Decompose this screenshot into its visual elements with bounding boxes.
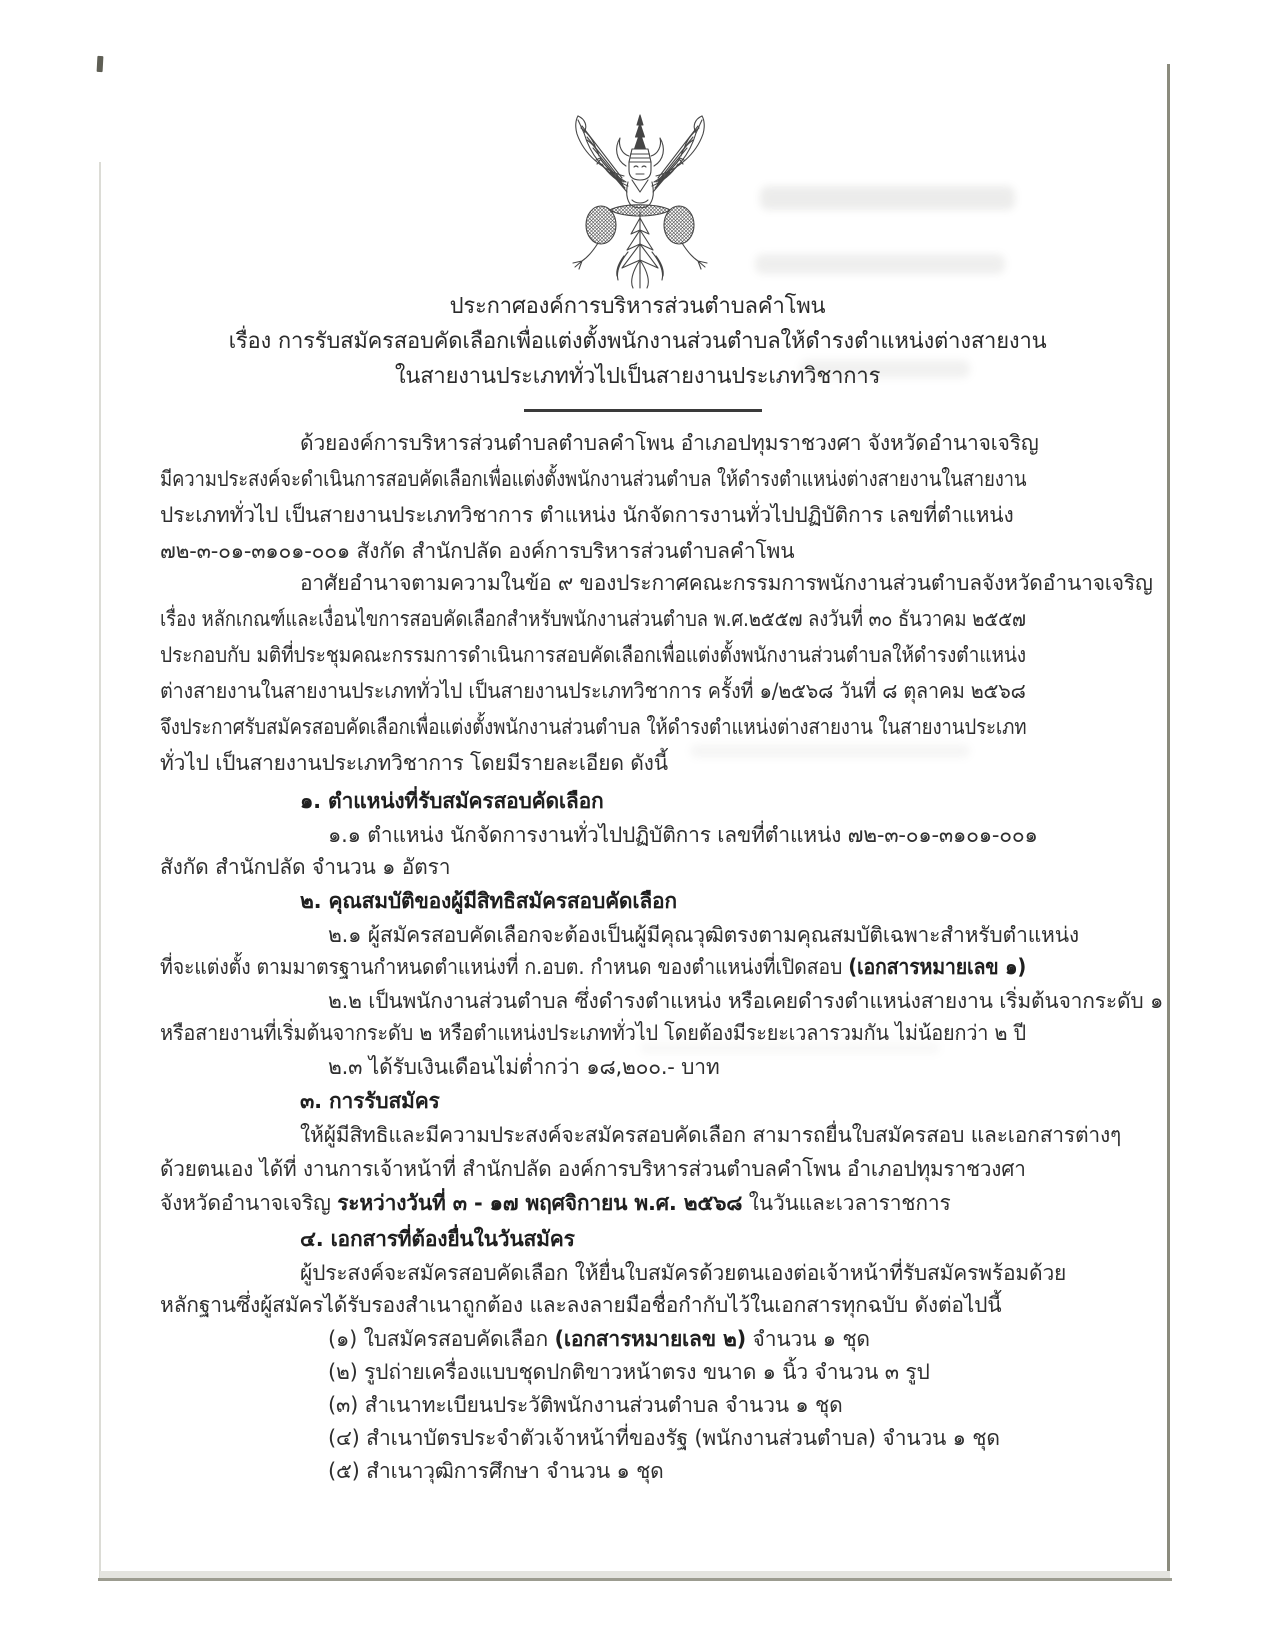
item1-text-post: จำนวน ๑ ชุด: [746, 1327, 870, 1351]
paper-edge-bottom-shadow: [100, 1571, 1170, 1578]
section3-line2: ด้วยตนเอง ได้ที่ งานการเจ้าหน้าที่ สำนักปลัด องค์การบริหารส่วนตำบลคำโพน อำเภอปทุมราชวงศา: [160, 1157, 1026, 1181]
paragraph1-line2: มีความประสงค์จะดำเนินการสอบคัดเลือกเพื่อแต่งตั้งพนักงานส่วนตำบล ให้ดำรงตำแหน่งต่างสายงานในสายงาน: [160, 467, 1027, 491]
paragraph2-line6: ทั่วไป เป็นสายงานประเภทวิชาการ โดยมีรายละเอียด ดังนี้: [160, 751, 668, 775]
section2-heading: ๒. คุณสมบัติของผู้มีสิทธิสมัครสอบคัดเลือก: [300, 889, 677, 913]
section3-text-post: ในวันและเวลาราชการ: [742, 1191, 951, 1215]
section2-item23: ๒.๓ ได้รับเงินเดือนไม่ต่ำกว่า ๑๘,๒๐๐.- บาท: [328, 1055, 720, 1079]
section4-line2: หลักฐานซึ่งผู้สมัครได้รับรองสำเนาถูกต้อง และลงลายมือชื่อกำกับไว้ในเอกสารทุกฉบับ ดังต่อไปนี้: [160, 1293, 1002, 1317]
document-item-5: (๕) สำเนาวุฒิการศึกษา จำนวน ๑ ชุด: [328, 1459, 664, 1483]
item21-text: ที่จะแต่งตั้ง ตามมาตรฐานกำหนดตำแหน่งที่ ก.อบต. กำหนด ของตำแหน่งที่เปิดสอบ: [160, 955, 849, 979]
paragraph1-line3: ประเภททั่วไป เป็นสายงานประเภทวิชาการ ตำแหน่ง นักจัดการงานทั่วไปปฏิบัติการ เลขที่ตำแหน่ง: [160, 503, 1014, 527]
document-ref-2: (เอกสารหมายเลข ๒): [554, 1327, 746, 1351]
garuda-emblem: [558, 112, 722, 292]
paragraph2-line2: เรื่อง หลักเกณฑ์และเงื่อนไขการสอบคัดเลือกสำหรับพนักงานส่วนตำบล พ.ศ.๒๕๕๗ ลงวันที่ ๓๐ ธันวาคม ๒๕๕๗: [160, 607, 1026, 631]
paragraph2-line5: จึงประกาศรับสมัครสอบคัดเลือกเพื่อแต่งตั้งพนักงานส่วนตำบล ให้ดำรงตำแหน่งต่างสายงาน ในสายงานประเภท: [160, 715, 1027, 739]
section3-text-pre: จังหวัดอำนาจเจริญ: [160, 1191, 338, 1215]
announcement-subject-line2: ในสายงานประเภททั่วไปเป็นสายงานประเภทวิชาการ: [394, 364, 881, 389]
paragraph2-line1: อาศัยอำนาจตามความในข้อ ๙ ของประกาศคณะกรรมการพนักงานส่วนตำบลจังหวัดอำนาจเจริญ: [300, 571, 1153, 595]
section2-item22-line2: หรือสายงานที่เริ่มต้นจากระดับ ๒ หรือตำแหน่งประเภททั่วไป โดยต้องมีระยะเวลารวมกัน ไม่น้อยกว่า ๒ ปี: [160, 1021, 1026, 1045]
section2-item21-line1: ๒.๑ ผู้สมัครสอบคัดเลือกจะต้องเป็นผู้มีคุณวุฒิตรงตามคุณสมบัติเฉพาะสำหรับตำแหน่ง: [328, 923, 1079, 947]
section3-heading: ๓. การรับสมัคร: [300, 1089, 440, 1113]
document-item-1: [160, 1324, 1194, 1354]
item1-text-pre: (๑) ใบสมัครสอบคัดเลือก: [328, 1327, 555, 1351]
section2-item22-line1: ๒.๒ เป็นพนักงานส่วนตำบล ซึ่งดำรงตำแหน่ง หรือเคยดำรงตำแหน่งสายงาน เริ่มต้นจากระดับ ๑: [328, 989, 1164, 1013]
section4-line1: ผู้ประสงค์จะสมัครสอบคัดเลือก ให้ยื่นใบสมัครด้วยตนเองต่อเจ้าหน้าที่รับสมัครพร้อมด้วย: [300, 1261, 1067, 1285]
section1-item11-line2: สังกัด สำนักปลัด จำนวน ๑ อัตรา: [160, 855, 451, 879]
section1-heading: ๑. ตำแหน่งที่รับสมัครสอบคัดเลือก: [300, 789, 604, 813]
announcement-title: ประกาศองค์การบริหารส่วนตำบลคำโพน: [449, 294, 826, 319]
ink-bleed-artifact: [760, 186, 1015, 210]
application-date-range: ระหว่างวันที่ ๓ - ๑๗ พฤศจิกายน พ.ศ. ๒๕๖๘: [337, 1191, 743, 1215]
paragraph2-line3: ประกอบกับ มติที่ประชุมคณะกรรมการดำเนินการสอบคัดเลือกเพื่อแต่งตั้งพนักงานส่วนตำบลให้ดำรงตำแหน่ง: [160, 643, 1026, 667]
scan-artifact-mark: [97, 56, 104, 72]
document-item-2: (๒) รูปถ่ายเครื่องแบบชุดปกติขาวหน้าตรง ขนาด ๑ นิ้ว จำนวน ๓ รูป: [328, 1360, 930, 1384]
section1-item11-line1: ๑.๑ ตำแหน่ง นักจัดการงานทั่วไปปฏิบัติการ เลขที่ตำแหน่ง ๗๒-๓-๐๑-๓๑๐๑-๐๐๑: [328, 823, 1038, 847]
document-item-4: (๔) สำเนาบัตรประจำตัวเจ้าหน้าที่ของรัฐ (พนักงานส่วนตำบล) จำนวน ๑ ชุด: [328, 1426, 1000, 1450]
paragraph1-line4: ๗๒-๓-๐๑-๓๑๐๑-๐๐๑ สังกัด สำนักปลัด องค์การบริหารส่วนตำบลคำโพน: [160, 539, 795, 563]
section2-item21-line2: [160, 952, 1027, 982]
paragraph2-line4: ต่างสายงานในสายงานประเภททั่วไป เป็นสายงานประเภทวิชาการ ครั้งที่ ๑/๒๕๖๘ วันที่ ๘ ตุลาคม ๒๕๖๘: [160, 679, 1026, 703]
document-ref-1: (เอกสารหมายเลข ๑): [848, 955, 1027, 979]
garuda-emblem-drawing: [558, 112, 722, 292]
section3-line3: [160, 1188, 1026, 1218]
paper-edge-bottom: [98, 1578, 1172, 1581]
document-item-3: (๓) สำเนาทะเบียนประวัติพนักงานส่วนตำบล จำนวน ๑ ชุด: [328, 1393, 843, 1417]
paragraph1-line1: ด้วยองค์การบริหารส่วนตำบลตำบลคำโพน อำเภอปทุมราชวงศา จังหวัดอำนาจเจริญ: [300, 431, 1039, 455]
announcement-subject-line1: เรื่อง การรับสมัครสอบคัดเลือกเพื่อแต่งตั้งพนักงานส่วนตำบลให้ดำรงตำแหน่งต่างสายงาน: [228, 329, 1047, 354]
ink-bleed-artifact: [755, 254, 1005, 274]
title-divider: [524, 409, 762, 412]
section4-heading: ๔. เอกสารที่ต้องยื่นในวันสมัคร: [300, 1227, 575, 1251]
section3-line1: ให้ผู้มีสิทธิและมีความประสงค์จะสมัครสอบคัดเลือก สามารถยื่นใบสมัครสอบ และเอกสารต่างๆ: [300, 1123, 1122, 1147]
